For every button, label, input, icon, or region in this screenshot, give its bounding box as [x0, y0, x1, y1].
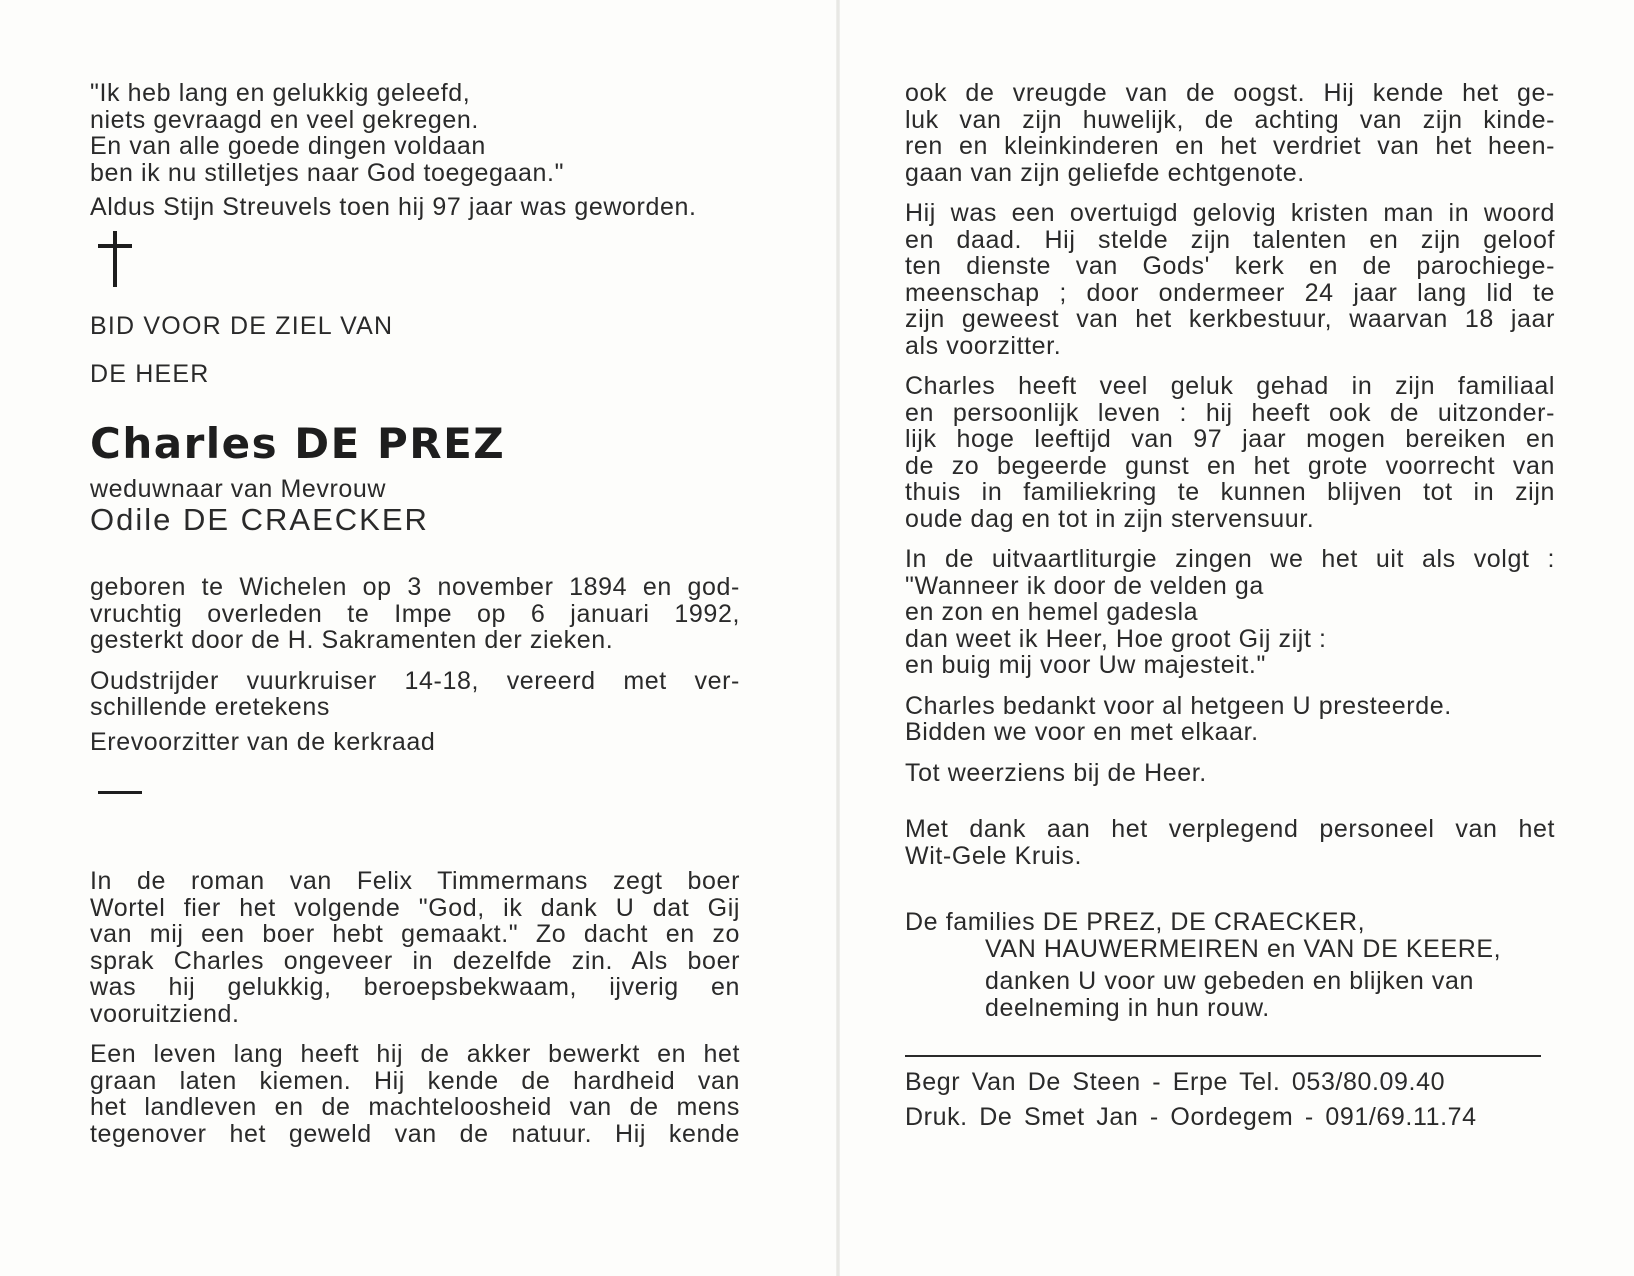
- text-line: gesterkt door de H. Sakramenten der zieken.: [90, 626, 614, 654]
- thanks-paragraph: [905, 816, 1555, 869]
- text-line: ren en kleinkinderen en het verdriet van het heen-: [905, 132, 1555, 160]
- farewell-line: Tot weerziens bij de Heer.: [905, 758, 1207, 787]
- honorary-title: Erevoorzitter van de kerkraad: [90, 727, 436, 756]
- text-line: Wortel fier het volgende "God, ik dank U dat Gij: [90, 893, 740, 922]
- text-line: In de roman van Felix Timmermans zegt boer: [90, 867, 740, 895]
- text-line: Een leven lang heeft hij de akker bewerkt en het: [90, 1040, 740, 1068]
- text-line: geboren te Wichelen op 3 november 1894 en god-: [90, 573, 740, 601]
- text-line: sprak Charles ongeveer in dezelfde zin. Als boer: [90, 946, 740, 975]
- honorific: DE HEER: [90, 360, 210, 388]
- text-line: thuis in familiekring te kunnen blijven tot in zijn: [905, 478, 1555, 506]
- poem-line: "Ik heb lang en gelukkig geleefd,: [90, 79, 471, 107]
- footer-rule: [905, 1055, 1541, 1057]
- text-line: het landleven en de machteloosheid van de mens: [90, 1093, 740, 1121]
- poem-line: ben ik nu stilletjes naar God toegegaan.": [90, 158, 565, 187]
- text-line: Hij was een overtuigd gelovig kristen man in woord: [905, 199, 1555, 227]
- birth-death-details: [90, 574, 740, 654]
- family-thanks: [905, 909, 1555, 1021]
- printer-info: Druk. De Smet Jan - Oordegem - 091/69.11.74: [905, 1102, 1477, 1131]
- text-line: meenschap ; door ondermeer 24 jaar lang lid te: [905, 278, 1555, 307]
- prayer-heading: BID VOOR DE ZIEL VAN: [90, 311, 394, 340]
- cross-icon: [98, 231, 132, 287]
- text-line: VAN HAUWERMEIREN en VAN DE KEERE,: [985, 934, 1502, 963]
- hymn-line: dan weet ik Heer, Hoe groot Gij zijt :: [905, 624, 1327, 653]
- faith-paragraph: [905, 200, 1555, 359]
- hymn-line: en zon en hemel gadesla: [905, 598, 1199, 626]
- text-line: ten dienste van Gods' kerk en de parochiege-: [905, 252, 1555, 280]
- text-line: Met dank aan het verplegend personeel van het: [905, 815, 1555, 843]
- text-line: lijk hoge leeftijd van 97 jaar mogen bereiken en: [905, 425, 1555, 453]
- hymn-line: "Wanneer ik door de velden ga: [905, 571, 1264, 600]
- text-line: oude dag en tot in zijn stervensuur.: [905, 504, 1315, 533]
- text-line: deelneming in hun rouw.: [985, 993, 1270, 1022]
- left-page: [90, 80, 740, 1147]
- gratitude-paragraph: [905, 693, 1555, 746]
- right-page: [905, 80, 1555, 1130]
- biography-paragraph: [905, 80, 1555, 186]
- family-paragraph: [905, 373, 1555, 532]
- spouse-name: Odile DE CRAECKER: [90, 502, 429, 537]
- text-line: luk van zijn huwelijk, de achting van zijn kinde-: [905, 105, 1555, 134]
- text-line: gaan van zijn geliefde echtgenote.: [905, 158, 1305, 187]
- text-line: de zo begeerde gunst en het grote voorrecht van: [905, 451, 1555, 480]
- poem-attribution: Aldus Stijn Streuvels toen hij 97 jaar was geworden.: [90, 193, 697, 221]
- liturgy-hymn: [905, 546, 1555, 679]
- text-line: zijn geweest van het kerkbestuur, waarvan 18 jaar: [905, 305, 1555, 333]
- divider: [98, 791, 142, 794]
- poem-line: niets gevraagd en veel gekregen.: [90, 105, 479, 134]
- text-line: danken U voor uw gebeden en blijken van: [985, 967, 1475, 995]
- text-line: Bidden we voor en met elkaar.: [905, 718, 1259, 746]
- text-line: schillende eretekens: [90, 693, 330, 721]
- text-line: was hij gelukkig, beroepsbekwaam, ijverig en: [90, 973, 740, 1001]
- text-line: Charles bedankt voor al hetgeen U presteerde.: [905, 691, 1452, 720]
- text-line: In de uitvaartliturgie zingen we het uit als volgt :: [905, 545, 1555, 573]
- text-line: vruchtig overleden te Impe op 6 januari 1992,: [90, 599, 740, 628]
- text-line: ook de vreugde van de oogst. Hij kende het ge-: [905, 79, 1555, 107]
- text-line: als voorzitter.: [905, 331, 1062, 360]
- center-fold: [836, 0, 840, 1276]
- biography-paragraph: [90, 868, 740, 1027]
- poem-line: En van alle goede dingen voldaan: [90, 132, 486, 160]
- opening-poem: [90, 80, 740, 186]
- funeral-director: Begr Van De Steen - Erpe Tel. 053/80.09.40: [905, 1068, 1446, 1096]
- printer-credits: [905, 1069, 1555, 1130]
- text-line: graan laten kiemen. Hij kende de hardheid van: [90, 1066, 740, 1095]
- text-line: vooruitziend.: [90, 999, 240, 1028]
- veteran-details: [90, 668, 740, 721]
- text-line: Oudstrijder vuurkruiser 14-18, vereerd met ver-: [90, 666, 740, 695]
- text-line: van mij een boer hebt gemaakt." Zo dacht en zo: [90, 920, 740, 948]
- deceased-name: Charles DE PREZ: [90, 418, 506, 468]
- text-line: en persoonlijk leven : hij heeft ook de uitzonder-: [905, 398, 1555, 427]
- text-line: en daad. Hij stelde zijn talenten en zijn geloof: [905, 225, 1555, 254]
- text-line: Charles heeft veel geluk gehad in zijn familiaal: [905, 372, 1555, 400]
- text-line: tegenover het geweld van de natuur. Hij kende: [90, 1119, 740, 1148]
- text-line: Wit-Gele Kruis.: [905, 841, 1083, 870]
- hymn-line: en buig mij voor Uw majesteit.": [905, 651, 1266, 679]
- biography-paragraph: [90, 1041, 740, 1147]
- widower-label: weduwnaar van Mevrouw: [90, 474, 387, 503]
- text-line: De families DE PREZ, DE CRAECKER,: [905, 908, 1366, 936]
